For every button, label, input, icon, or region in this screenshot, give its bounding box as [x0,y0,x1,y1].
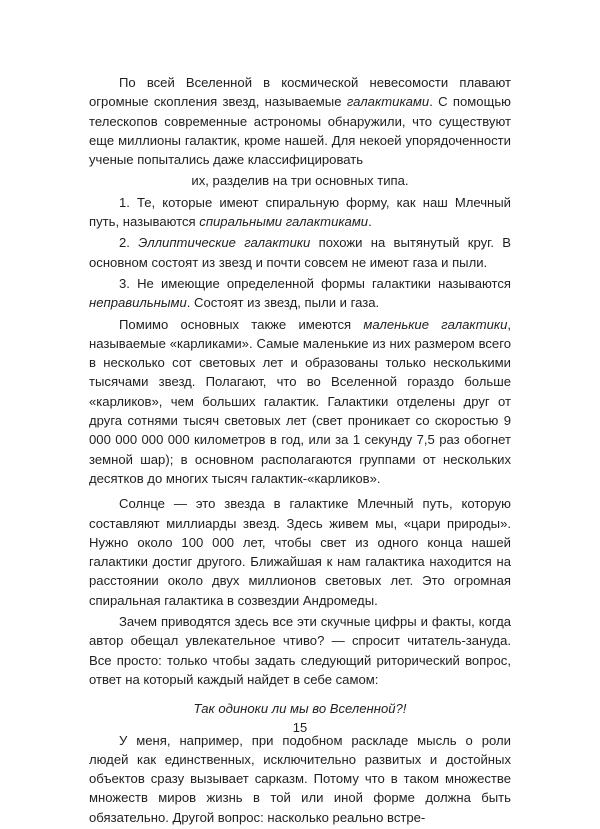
paragraph-spiral: 1. Те, которые имеют спиральную форму, как наш Млечный путь, называются спиральными галактиками. [89,194,511,230]
paragraph-elliptical: 2. Эллиптические галактики похожи на вытянутый круг. В основном состоят из звезд и почти совсем не имеют газа и пыли. [89,235,511,270]
paragraph-dwarf-galaxies: Помимо основных также имеются маленькие галактики, называемые «карликами». Самые маленькие из них размером всего в несколько сот световых лет и образованы только несколькими тысячами звезд. Полагают, что во Вселенной гораздо больше «карликов», чем больших галактик. Галактики отделены друг от друга сотнями тысяч световых лет (свет проникает со скоростью 9 000 000 000 000 километров в год, или за 1 секунду 7,5 раз обогнет земной шар); в основном располагаются группами от нескольких десятков до многих тысяч галактик-«карликов». [89,316,511,486]
term-small-galaxies: маленькие галактики [363,316,508,332]
body-text [89,73,511,829]
term-elliptical-galaxies: Эллиптические галактики [138,235,311,251]
paragraph-irregular: 3. Не имеющие определенной формы галактики называются неправильными. Состоят из звезд, пыли и газа. [89,275,511,311]
rhetorical-question: Так одиноки ли мы во Вселенной?! [193,701,407,717]
term-irregular: неправильными [89,295,187,311]
paragraph-galaxies-intro: По всей Вселенной в космической невесомости плавают огромные скопления звезд, называемые галактиками. С помощью телескопов современные астрономы обнаружили, что существуют еще миллионы галактик, кроме нашей. Для некоей упорядоченности ученые попытались даже классифицировать [89,75,511,168]
paragraph-why: Зачем приводятся здесь все эти скучные цифры и факты, когда автор обещал увлекательное чтиво? — спросит читатель-зануда. Все просто: только чтобы задать следующий риторический вопрос, ответ на который каждый найдет в себе самом: [89,614,511,687]
paragraph-sun: Солнце — это звезда в галактике Млечный путь, которую составляют миллиарды звезд. Здесь живем мы, «цари природы». Нужно около 100 000 лет, чтобы свет из одного конца нашей галактики достиг другого. Ближайшая к нам галактика находится на расстоянии около двух миллионов световых лет. Это огромная спиральная галактика в созвездии Андромеды. [89,496,511,608]
paragraph-galaxies-intro-last-line: их, разделив на три основных типа. [191,173,409,189]
term-galaxies: галактиками [346,94,430,110]
page-number: 15 [292,720,308,735]
paragraph-sarcasm: У меня, например, при подобном раскладе мысль о роли людей как единственных, исключительно развитых и достойных объектов сразу вызывает сарказм. Потому что в таком множестве множеств миров жизнь в той или иной форме должна быть обязательно. Другой вопрос: насколько реально встре- [89,732,511,825]
term-spiral-galaxies: спиральными галактиками [199,214,369,230]
